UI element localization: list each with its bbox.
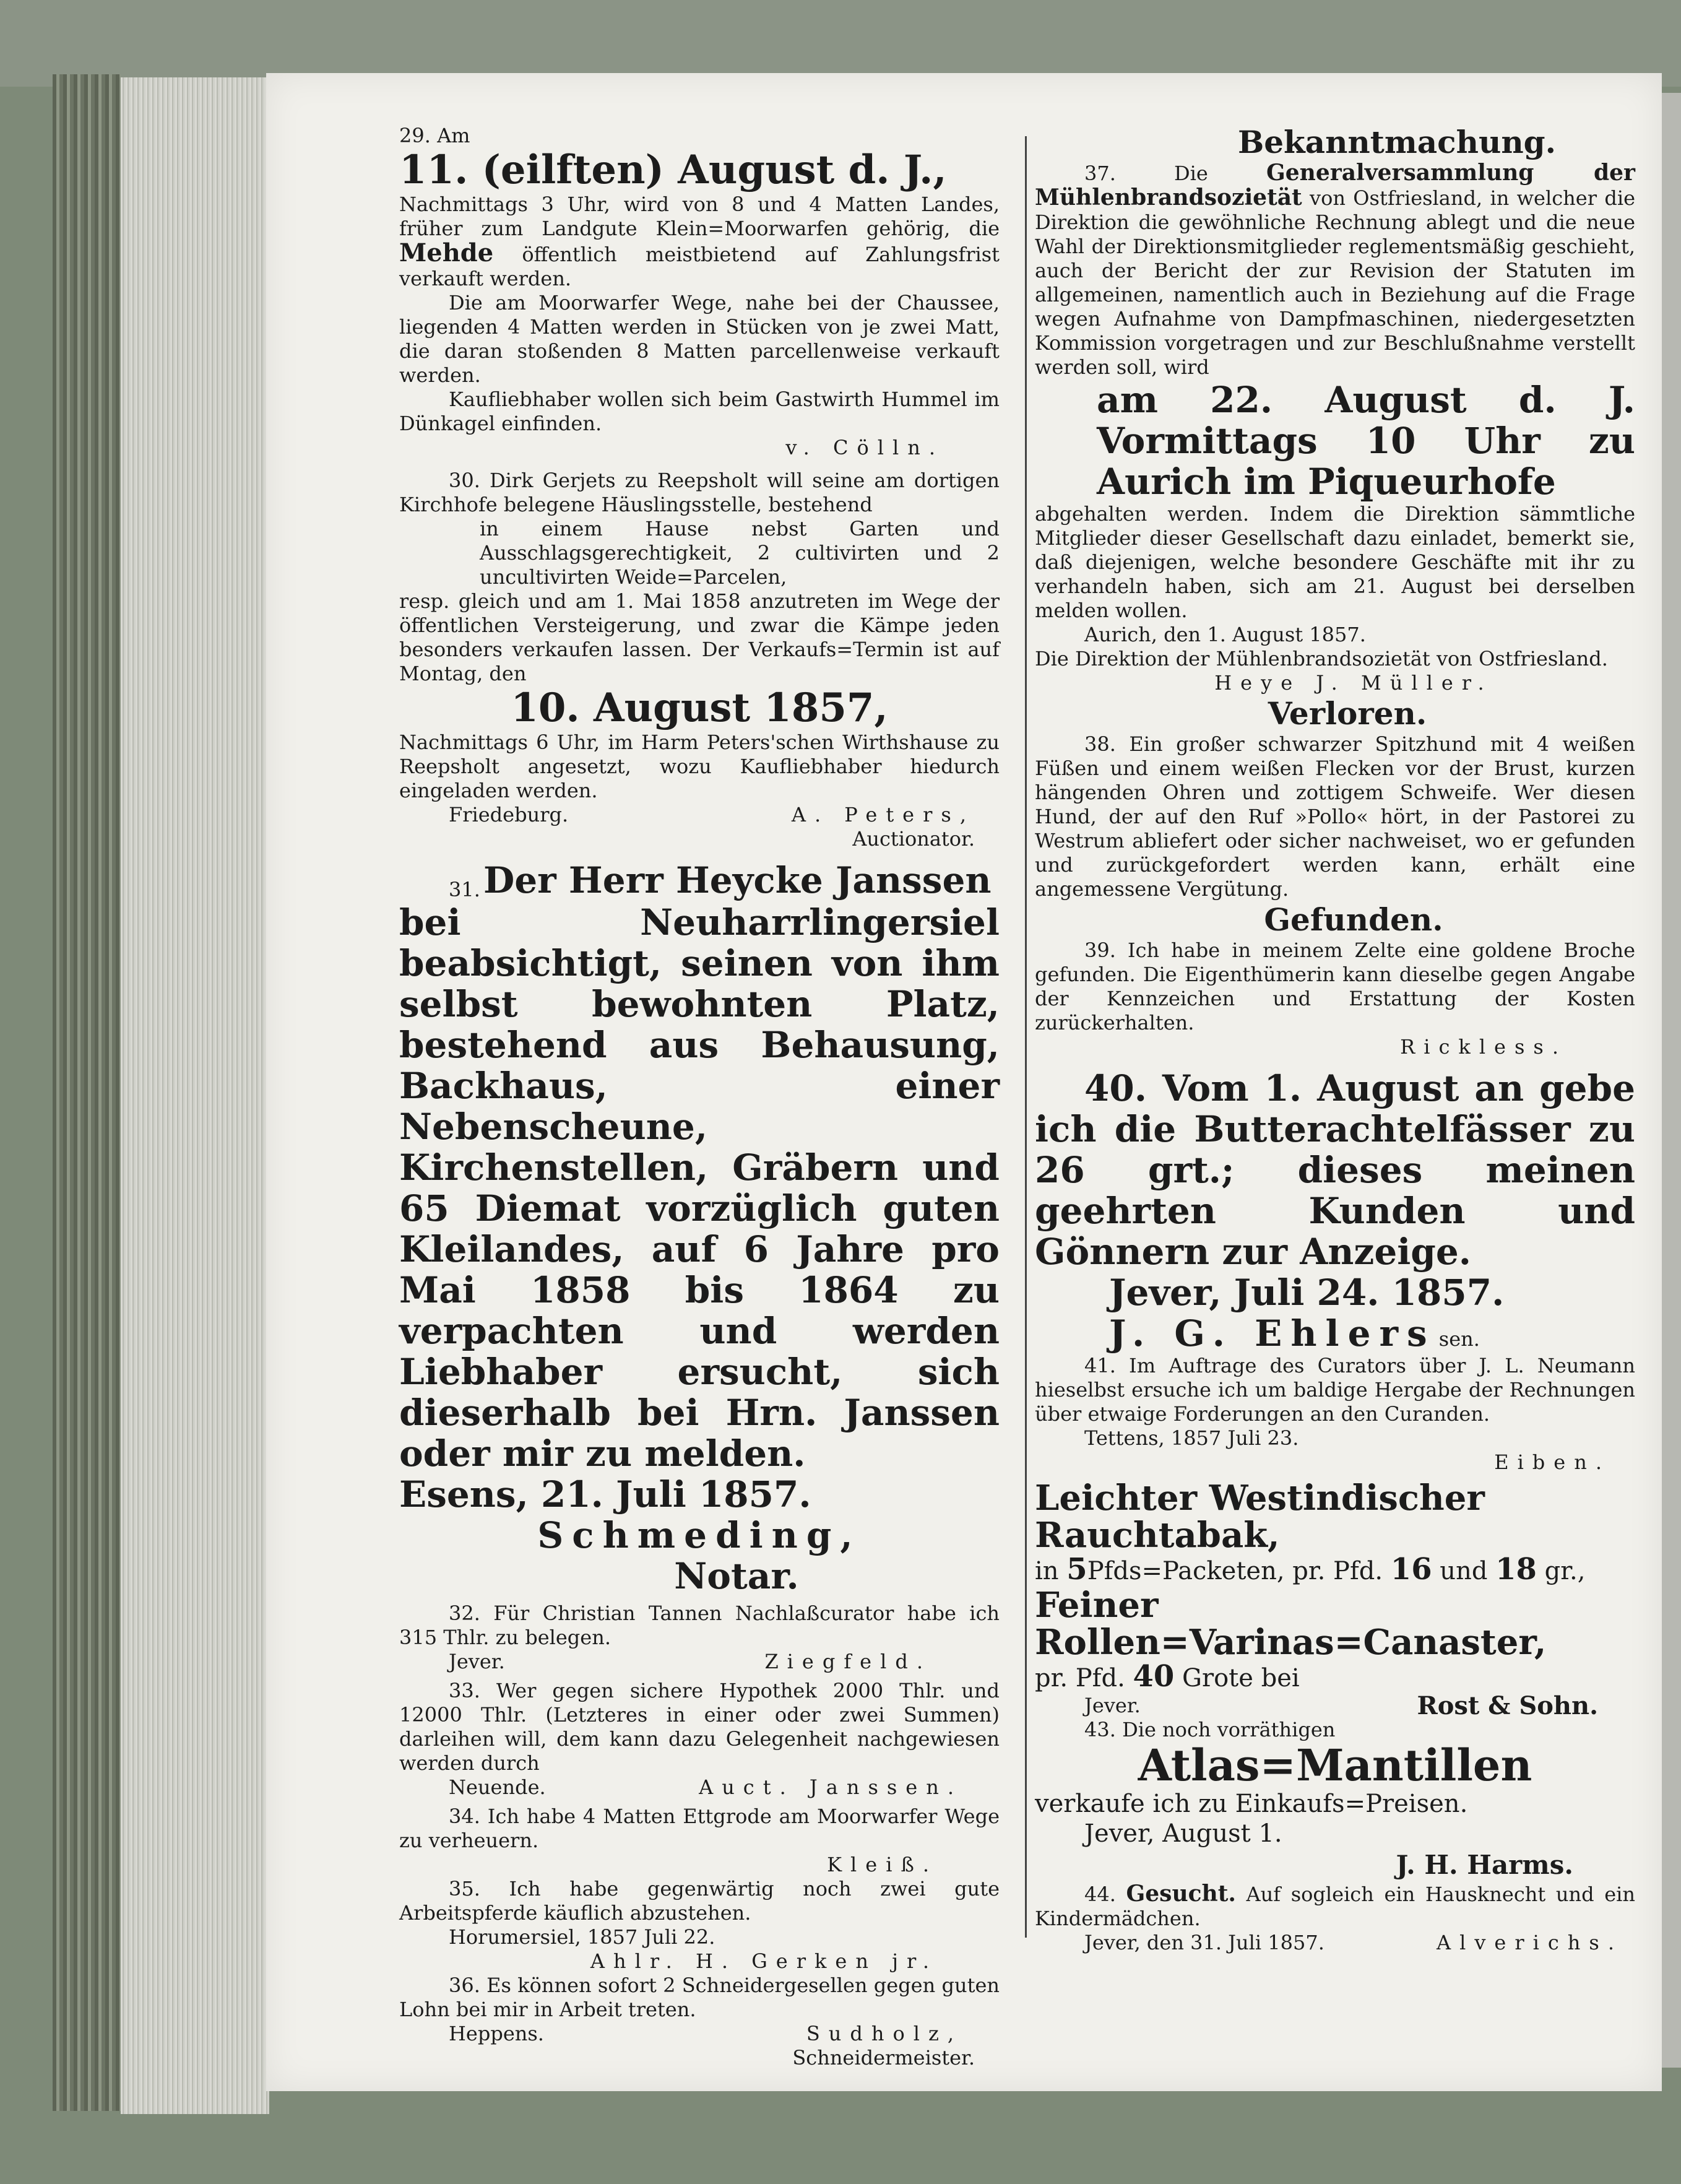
notice-33 (399, 1679, 1000, 1800)
signature: Heye J. Müller. (1214, 671, 1493, 695)
notice-text: 32. Für Christian Tannen Nachlaßcurator habe ich 315 Thlr. zu belegen. (399, 1601, 1000, 1649)
place: Heppens. (449, 2022, 544, 2045)
signature: v. Cölln. (785, 436, 944, 459)
place: Horumersiel, 1857 Juli 22. (449, 1925, 715, 1949)
notice-text: pr. Pfd. (1035, 1664, 1133, 1692)
place: Jever, August 1. (1084, 1819, 1282, 1848)
notice-keyword: Gesucht. (1126, 1881, 1236, 1907)
notice-tobacco (1035, 1480, 1635, 1718)
notice-text: 36. Es können sofort 2 Schneidergesellen gegen guten Lohn bei mir in Arbeit treten. (399, 1974, 1000, 2021)
notice-text: 34. Ich habe 4 Matten Ettgrode am Moorwarfer Wege zu verheuern. (399, 1805, 1000, 1852)
notice-text: verkaufe ich zu Einkaufs=Preisen. (1035, 1790, 1468, 1818)
signature: J. H. Harms. (1396, 1850, 1573, 1880)
signature-role: Auctionator. (852, 827, 975, 851)
date-heading: am 22. August d. J. Vormittags 10 Uhr zu Aurich im Piqueurhofe (1097, 379, 1635, 503)
notice-number: 31. (449, 878, 480, 901)
page-edge-right (1662, 93, 1681, 2068)
notice-text: von Ostfriesland, in welcher die Direktion die gewöhnliche Rechnung ablegt und die neue Wahl der Direktionsmitglieder reglementsmäßig geschieht, auch der Bericht der zur Revision der Statuten im allgemeinen, namentlich auch in Beziehung auf die Frage wegen Aufnahme von Dampfmaschinen, niedergesetzten Kommission vorgetragen und zur Beschlußnahme verstellt werden soll, wird (1035, 186, 1635, 379)
notice-text: in (1035, 1557, 1067, 1585)
notice-text: 43. Die noch vorräthigen (1084, 1718, 1336, 1741)
signature-role: Notar. (674, 1555, 799, 1597)
notice-44 (1035, 1882, 1635, 1955)
signature: Rickless. (1400, 1035, 1567, 1059)
notice-text: öffentlich meistbietend auf Zahlungsfrist verkauft werden. (399, 243, 1000, 290)
notice-text: abgehalten werden. Indem die Direktion sämmtliche Mitglieder dieser Gesellschaft dazu einladet, bemerkt sie, daß diejenigen, welche besondere Geschäfte mit ihr zu verhandeln haben, sich am 21. August bei derselben melden wollen. (1035, 502, 1635, 622)
place: Jever. (1084, 1694, 1141, 1717)
right-column (1035, 124, 1635, 1955)
notice-30 (399, 469, 1000, 851)
notice-text: und (1432, 1557, 1496, 1585)
signature: Kleiß. (827, 1853, 938, 1876)
notice-number-bold: 5 (1066, 1552, 1087, 1587)
notice-text: 33. Wer gegen sichere Hypothek 2000 Thlr. und 12000 Thlr. (Letzteres in einer oder zwei Summen) darleihen will, dem kann dazu Gelegenheit nachgewiesen werden durch (399, 1679, 1000, 1775)
signature: Ahlr. H. Gerken jr. (590, 1949, 938, 1973)
notice-text: gr., (1536, 1557, 1586, 1585)
place: Neuende. (449, 1775, 546, 1799)
signature: Alverichs. (1436, 1931, 1623, 1954)
left-column (399, 124, 1000, 2070)
signature: Ziegfeld. (764, 1650, 931, 1673)
section-heading: Verloren. (1268, 695, 1427, 732)
signature: Auct. Janssen. (699, 1775, 962, 1799)
column-divider (1025, 136, 1027, 1938)
notice-text: Kaufliebhaber wollen sich beim Gastwirth Hummel im Dünkagel einfinden. (399, 388, 1000, 435)
signature: Eiben. (1494, 1450, 1610, 1474)
signature: Schmeding, (537, 1514, 862, 1556)
notice-text: Nachmittags 6 Uhr, im Harm Peters'schen Wirthshause zu Reepsholt angesetzt, wozu Kaufliebhaber hiedurch eingeladen werden. (399, 730, 1000, 802)
notice-41 (1035, 1354, 1635, 1475)
notice-text: Feiner Rollen=Varinas=Canaster, (1035, 1585, 1547, 1663)
notice-text: bei Neuharrlingersiel beabsichtigt, seinen von ihm selbst bewohnten Platz, bestehend aus Behausung, Backhaus, einer Nebenscheune, Kirchenstellen, Gräbern und 65 Diemat vorzüglich guten Kleilandes, auf 6 Jahre pro Mai 1858 bis 1864 zu verpachten und werden Liebhaber ersucht, sich dieserhalb bei Hrn. Janssen oder mir zu melden. (399, 901, 1000, 1475)
section-heading: Gefunden. (1264, 901, 1443, 938)
notice-headline: Atlas=Mantillen (1138, 1740, 1532, 1791)
notice-keyword: Generalversammlung der Mühlenbrandsozietät (1035, 160, 1635, 210)
notice-text: 39. Ich habe in meinem Zelte eine goldene Broche gefunden. Die Eigenthümerin kann dieselbe gegen Angabe der Kennzeichen und Erstattung der Kosten zurückerhalten. (1035, 938, 1635, 1034)
date-heading: 10. August 1857, (511, 685, 888, 731)
notice-text: Am (437, 124, 470, 147)
notice-32 (399, 1601, 1000, 1674)
notice-43 (1035, 1718, 1635, 1882)
date-heading: 11. (eilften) August d. J., (399, 147, 947, 193)
notice-number-bold: 18 (1495, 1552, 1537, 1587)
place: Jever, Juli 24. 1857. (1109, 1272, 1505, 1314)
signature: Sudholz, (806, 2022, 962, 2045)
notice-38 (1035, 732, 1635, 901)
notice-text: 35. Ich habe gegenwärtig noch zwei gute Arbeitspferde käuflich abzustehen. (399, 1877, 1000, 1925)
place: Jever, den 31. Juli 1857. (1084, 1931, 1324, 1954)
signature-suffix: sen. (1438, 1327, 1480, 1351)
notice-text: Pfds=Packeten, pr. Pfd. (1087, 1557, 1391, 1585)
place: Friedeburg. (449, 803, 569, 826)
notice-text: 38. Ein großer schwarzer Spitzhund mit 4 weißen Füßen und einem weißen Flecken vor der Brust, kurzen hängenden Ohren und zottigem Schweife. Wer diesen Hund, der auf den Ruf »Pollo« hört, in der Pastorei zu Westrum abliefert oder sicher nachweiset, wo er gefunden und zurückgefordert werden kann, erhält eine angemessene Vergütung. (1035, 732, 1635, 901)
signature: Rost & Sohn. (1417, 1691, 1598, 1720)
notice-text: Der Herr Heycke Janssen (483, 859, 992, 901)
notice-text: Grote bei (1174, 1664, 1300, 1692)
notice-36 (399, 1974, 1000, 2070)
place: Jever. (449, 1650, 505, 1673)
book-binding (53, 74, 121, 2111)
notice-text: Die am Moorwarfer Wege, nahe bei der Chaussee, liegenden 4 Matten werden in Stücken von je zwei Matt, die daran stoßenden 8 Matten parcellenweise verkauft werden. (399, 291, 1000, 387)
place: Tettens, 1857 Juli 23. (1084, 1426, 1299, 1450)
notice-text: Die Direktion der Mühlenbrandsozietät von Ostfriesland. (1035, 647, 1608, 670)
notice-number-bold: 16 (1390, 1552, 1432, 1587)
notice-number: 29. (399, 124, 431, 147)
notice-text: in einem Hause nebst Garten und Ausschlagsgerechtigkeit, 2 cultivirten und 2 uncultivirten Weide=Parcelen, (480, 517, 1000, 589)
signature: J. G. Ehlers (1109, 1312, 1436, 1354)
notice-text: 30. Dirk Gerjets zu Reepsholt will seine am dortigen Kirchhofe belegene Häuslingsstelle, bestehend (399, 469, 1000, 516)
notice-text: Leichter Westindischer Rauchtabak, (1035, 1478, 1485, 1556)
notice-text: Auf sogleich ein Hausknecht und ein Kindermädchen. (1035, 1883, 1636, 1930)
notice-text: 37. Die (1084, 162, 1266, 185)
notice-number: 44. (1084, 1883, 1116, 1906)
signature-role: Schneidermeister. (792, 2046, 975, 2069)
signature: A. Peters, (791, 803, 975, 826)
place: Esens, 21. Juli 1857. (399, 1473, 811, 1515)
notice-35 (399, 1877, 1000, 1974)
page-stack-edge (121, 77, 269, 2114)
notice-keyword: Mehde (399, 238, 494, 267)
place: Aurich, den 1. August 1857. (1084, 623, 1366, 646)
notice-39 (1035, 938, 1635, 1059)
notice-34 (399, 1805, 1000, 1877)
notice-text: 41. Im Auftrage des Curators über J. L. Neumann hieselbst ersuche ich um baldige Hergabe der Rechnungen über etwaige Forderungen an den Curanden. (1035, 1354, 1635, 1426)
notice-29 (399, 124, 1000, 460)
notice-37 (1035, 161, 1635, 695)
notice-text: Nachmittags 3 Uhr, wird von 8 und 4 Matten Landes, früher zum Landgute Klein=Moorwarfen gehörig, die (399, 193, 1000, 240)
notice-text: 40. Vom 1. August an gebe ich die Butterachtelfässer zu 26 grt.; dieses meinen geehrten Kunden und Gönnern zur Anzeige. (1035, 1067, 1635, 1273)
notice-40 (1035, 1068, 1635, 1354)
notice-31 (399, 860, 1000, 1597)
notice-number-bold: 40 (1133, 1659, 1175, 1694)
section-heading: Bekanntmachung. (1237, 124, 1557, 160)
notice-text: resp. gleich und am 1. Mai 1858 anzutreten im Wege der öffentlichen Versteigerung, und zwar die Kämpe jeden besonders verkaufen lassen. Der Verkaufs=Termin ist auf Montag, den (399, 589, 1000, 685)
